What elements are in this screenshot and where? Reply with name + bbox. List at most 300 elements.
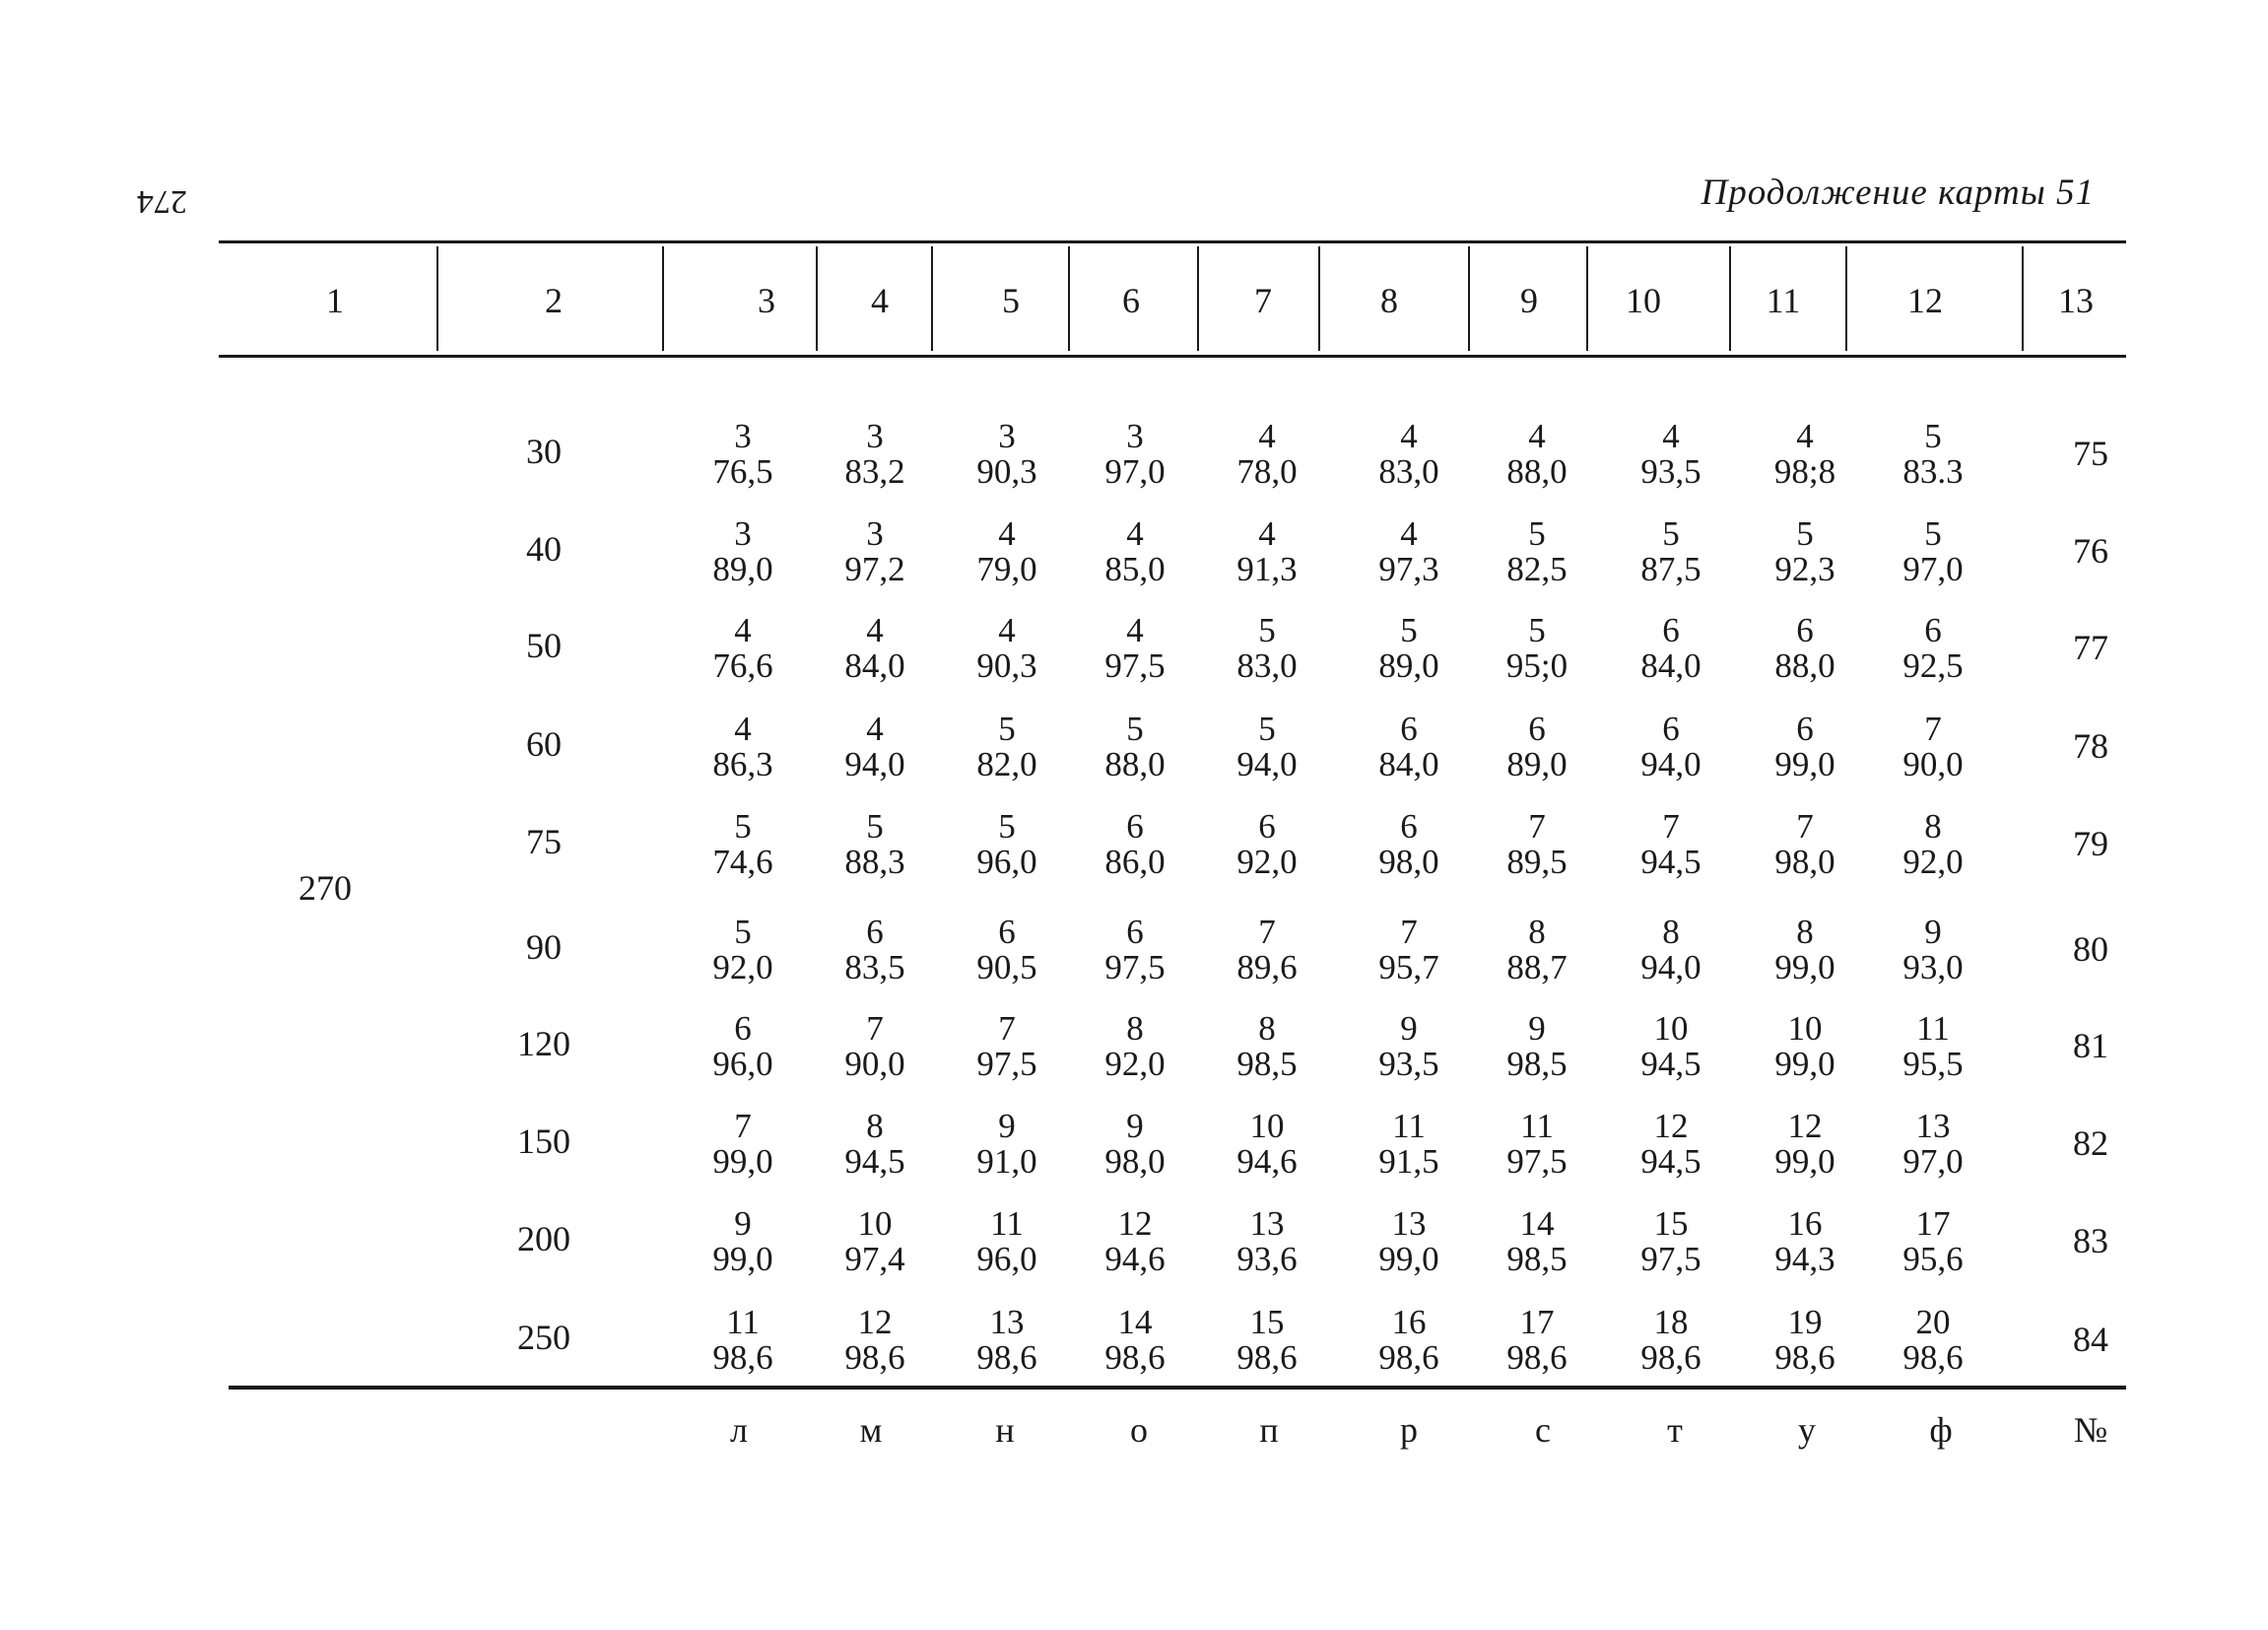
footer-letter: п	[1259, 1410, 1279, 1450]
table-cell	[712, 1011, 772, 1082]
cell-count: 20	[1915, 1303, 1951, 1341]
cell-value: 94,0	[1640, 745, 1701, 783]
cell-count: 6	[1796, 710, 1814, 748]
cell-value: 93,6	[1236, 1240, 1298, 1278]
cell-count: 3	[998, 417, 1016, 455]
table-cell	[1640, 419, 1701, 490]
column-divider	[662, 246, 664, 351]
table-cell	[1104, 419, 1165, 490]
cell-count: 5	[1796, 514, 1814, 553]
table-cell	[1378, 1109, 1438, 1180]
cell-count: 4	[998, 514, 1016, 553]
header-bottom-rule	[219, 355, 2126, 358]
cell-count: 3	[734, 417, 752, 455]
table-cell	[1506, 712, 1567, 782]
cell-value: 84,0	[844, 646, 905, 685]
table-cell	[712, 419, 772, 490]
cell-value: 93,5	[1640, 452, 1701, 491]
cell-value: 89,0	[1378, 646, 1439, 685]
cell-count: 4	[866, 710, 884, 748]
cell-count: 7	[1924, 710, 1942, 748]
table-cell	[844, 419, 904, 490]
table-cell	[712, 1109, 772, 1180]
table-cell	[1104, 613, 1165, 684]
cell-value: 87,5	[1640, 550, 1701, 588]
cell-count: 8	[1662, 913, 1680, 951]
cell-count: 11	[1916, 1009, 1950, 1048]
table-cell	[1378, 419, 1438, 490]
row-number: 75	[2073, 434, 2108, 473]
table-cell	[1506, 809, 1567, 880]
column-divider	[816, 246, 818, 351]
cell-value: 99,0	[712, 1240, 773, 1278]
row-label: 40	[526, 529, 562, 569]
row-number: 77	[2073, 628, 2108, 667]
cell-count: 5	[1924, 514, 1942, 553]
table-cell	[844, 1011, 904, 1082]
cell-count: 6	[1528, 710, 1546, 748]
table-cell	[1378, 1305, 1438, 1376]
cell-value: 99,0	[1378, 1240, 1439, 1278]
row-number: 80	[2073, 929, 2108, 969]
footer-letter: с	[1535, 1410, 1551, 1450]
cell-value: 86,3	[712, 745, 773, 783]
cell-count: 7	[1400, 913, 1418, 951]
table-cell	[1378, 712, 1438, 782]
cell-value: 91,3	[1236, 550, 1298, 588]
table-cell	[1774, 1011, 1834, 1082]
table-cell	[1506, 516, 1567, 587]
cell-count: 4	[1662, 417, 1680, 455]
cell-count: 14	[1519, 1204, 1555, 1243]
table-cell	[1236, 1206, 1297, 1277]
cell-value: 94,0	[1640, 948, 1701, 986]
cell-count: 12	[857, 1303, 893, 1341]
cell-value: 97,2	[844, 550, 905, 588]
cell-count: 6	[1924, 611, 1942, 649]
page-caption: Продолжение карты 51	[1701, 172, 2095, 213]
table-cell	[1104, 516, 1165, 587]
cell-count: 5	[1400, 611, 1418, 649]
cell-value: 86,0	[1104, 843, 1166, 881]
cell-value: 99,0	[712, 1142, 773, 1181]
table-cell	[1378, 516, 1438, 587]
table-cell	[1104, 809, 1165, 880]
cell-value: 94,5	[1640, 843, 1701, 881]
cell-value: 98,6	[1506, 1338, 1568, 1377]
cell-value: 92,0	[1902, 843, 1964, 881]
cell-count: 3	[866, 417, 884, 455]
header-cell: 12	[1907, 281, 1943, 320]
cell-count: 13	[1391, 1204, 1427, 1243]
cell-value: 98,6	[1378, 1338, 1439, 1377]
cell-count: 8	[1796, 913, 1814, 951]
column-divider	[931, 246, 933, 351]
cell-count: 11	[1520, 1107, 1554, 1145]
group-label: 270	[299, 868, 352, 908]
table-cell	[1774, 613, 1834, 684]
cell-count: 12	[1787, 1107, 1823, 1145]
cell-value: 89,6	[1236, 948, 1298, 986]
cell-count: 8	[1924, 807, 1942, 846]
cell-value: 92,3	[1774, 550, 1835, 588]
table-cell	[712, 516, 772, 587]
table-cell	[1236, 1305, 1297, 1376]
table-cell	[1236, 1109, 1297, 1180]
table-cell	[1640, 1305, 1701, 1376]
cell-value: 89,0	[712, 550, 773, 588]
cell-value: 97,0	[1902, 1142, 1964, 1181]
cell-count: 18	[1653, 1303, 1689, 1341]
cell-value: 89,5	[1506, 843, 1568, 881]
header-cell: 1	[326, 281, 344, 320]
cell-count: 16	[1391, 1303, 1427, 1341]
cell-count: 8	[1528, 913, 1546, 951]
cell-value: 94,0	[844, 745, 905, 783]
table-cell	[976, 613, 1036, 684]
table-cell	[844, 516, 904, 587]
column-divider	[1729, 246, 1731, 351]
cell-count: 17	[1915, 1204, 1951, 1243]
table-cell	[1506, 1305, 1567, 1376]
table-cell	[1378, 1206, 1438, 1277]
row-number: 84	[2073, 1320, 2108, 1359]
table-cell	[1236, 419, 1297, 490]
table-cell	[976, 1206, 1036, 1277]
table-cell	[1640, 915, 1701, 985]
header-cell: 2	[545, 281, 563, 320]
cell-value: 88,0	[1104, 745, 1166, 783]
table-cell	[1640, 1011, 1701, 1082]
header-cell: 4	[871, 281, 889, 320]
cell-count: 11	[990, 1204, 1024, 1243]
cell-value: 90,0	[844, 1045, 905, 1083]
cell-count: 6	[1126, 913, 1144, 951]
cell-count: 9	[734, 1204, 752, 1243]
cell-value: 82,5	[1506, 550, 1568, 588]
cell-value: 97,5	[1506, 1142, 1568, 1181]
cell-value: 76,5	[712, 452, 773, 491]
cell-count: 3	[734, 514, 752, 553]
column-divider	[1068, 246, 1070, 351]
table-cell	[1506, 915, 1567, 985]
footer-letter: н	[995, 1410, 1015, 1450]
column-divider	[1318, 246, 1320, 351]
table-cell	[1902, 712, 1963, 782]
cell-count: 5	[1258, 710, 1276, 748]
header-cell: 8	[1380, 281, 1398, 320]
table-cell	[1236, 809, 1297, 880]
footer-letter: р	[1400, 1410, 1418, 1450]
cell-count: 6	[1400, 807, 1418, 846]
row-label: 60	[526, 724, 562, 764]
table-cell	[1378, 809, 1438, 880]
cell-count: 19	[1787, 1303, 1823, 1341]
table-cell	[1506, 419, 1567, 490]
cell-value: 90,3	[976, 452, 1037, 491]
cell-value: 97,4	[844, 1240, 905, 1278]
cell-count: 7	[998, 1009, 1016, 1048]
cell-count: 4	[734, 710, 752, 748]
cell-count: 5	[1528, 514, 1546, 553]
column-divider	[2022, 246, 2024, 351]
cell-value: 99,0	[1774, 948, 1835, 986]
table-cell	[1902, 1109, 1963, 1180]
cell-value: 97,3	[1378, 550, 1439, 588]
cell-value: 98,5	[1506, 1240, 1568, 1278]
table-cell	[1236, 712, 1297, 782]
cell-count: 6	[1400, 710, 1418, 748]
table-cell	[1902, 1206, 1963, 1277]
cell-value: 97,0	[1104, 452, 1166, 491]
cell-value: 99,0	[1774, 1142, 1835, 1181]
cell-value: 98,6	[1774, 1338, 1835, 1377]
cell-value: 88,0	[1506, 452, 1568, 491]
cell-count: 14	[1117, 1303, 1153, 1341]
header-cell: 13	[2058, 281, 2094, 320]
cell-count: 8	[866, 1107, 884, 1145]
cell-value: 88,3	[844, 843, 905, 881]
footer-letter: у	[1798, 1410, 1816, 1450]
cell-count: 10	[857, 1204, 893, 1243]
table-cell	[1640, 516, 1701, 587]
table-cell	[1236, 516, 1297, 587]
table-cell	[1902, 809, 1963, 880]
table-cell	[712, 915, 772, 985]
row-label: 90	[526, 927, 562, 967]
cell-value: 79,0	[976, 550, 1037, 588]
table-cell	[1236, 613, 1297, 684]
table-cell	[844, 809, 904, 880]
table-cell	[1902, 419, 1963, 490]
cell-count: 5	[1662, 514, 1680, 553]
table-cell	[1378, 915, 1438, 985]
cell-count: 13	[1915, 1107, 1951, 1145]
table-cell	[1774, 915, 1834, 985]
table-cell	[1104, 1109, 1165, 1180]
cell-count: 4	[734, 611, 752, 649]
table-cell	[1378, 613, 1438, 684]
cell-value: 94,0	[1236, 745, 1298, 783]
table-cell	[1774, 516, 1834, 587]
cell-value: 88,7	[1506, 948, 1568, 986]
cell-count: 12	[1117, 1204, 1153, 1243]
table-cell	[1104, 1011, 1165, 1082]
cell-value: 82,0	[976, 745, 1037, 783]
cell-count: 6	[1662, 611, 1680, 649]
cell-value: 83.3	[1902, 452, 1964, 491]
cell-count: 8	[1126, 1009, 1144, 1048]
table-cell	[1902, 915, 1963, 985]
table-cell	[1236, 1011, 1297, 1082]
cell-count: 4	[1258, 417, 1276, 455]
table-cell	[976, 516, 1036, 587]
table-cell	[1640, 712, 1701, 782]
cell-count: 5	[1126, 710, 1144, 748]
cell-value: 83,0	[1378, 452, 1439, 491]
cell-count: 5	[734, 913, 752, 951]
table-cell	[1506, 1109, 1567, 1180]
cell-value: 90,3	[976, 646, 1037, 685]
cell-count: 11	[1392, 1107, 1426, 1145]
cell-value: 90,0	[1902, 745, 1964, 783]
cell-count: 4	[1528, 417, 1546, 455]
cell-value: 98,0	[1104, 1142, 1166, 1181]
cell-count: 10	[1787, 1009, 1823, 1048]
cell-value: 85,0	[1104, 550, 1166, 588]
cell-count: 16	[1787, 1204, 1823, 1243]
cell-count: 7	[1258, 913, 1276, 951]
cell-count: 5	[1924, 417, 1942, 455]
table-cell	[712, 613, 772, 684]
header-cell: 11	[1766, 281, 1801, 320]
footer-letter: л	[730, 1410, 748, 1450]
header-cell: 6	[1122, 281, 1140, 320]
cell-value: 76,6	[712, 646, 773, 685]
footer-letter: м	[859, 1410, 883, 1450]
row-label: 200	[517, 1219, 570, 1258]
cell-count: 6	[1662, 710, 1680, 748]
table-cell	[1506, 1011, 1567, 1082]
page-number: 274	[137, 183, 187, 220]
table-cell	[1774, 1109, 1834, 1180]
row-label: 250	[517, 1318, 570, 1357]
cell-value: 99,0	[1774, 1045, 1835, 1083]
table-cell	[712, 1206, 772, 1277]
cell-count: 5	[734, 807, 752, 846]
table-cell	[712, 809, 772, 880]
column-divider	[1845, 246, 1847, 351]
cell-value: 91,0	[976, 1142, 1037, 1181]
row-number: 76	[2073, 531, 2108, 571]
table-cell	[976, 1305, 1036, 1376]
cell-value: 91,5	[1378, 1142, 1439, 1181]
table-cell	[976, 712, 1036, 782]
cell-count: 9	[1400, 1009, 1418, 1048]
cell-count: 5	[998, 710, 1016, 748]
cell-value: 84,0	[1378, 745, 1439, 783]
footer-letter: ф	[1929, 1410, 1953, 1450]
cell-value: 97,0	[1902, 550, 1964, 588]
table-cell	[1506, 613, 1568, 684]
cell-count: 4	[1796, 417, 1814, 455]
cell-count: 9	[998, 1107, 1016, 1145]
cell-value: 94,5	[1640, 1045, 1701, 1083]
cell-value: 83,5	[844, 948, 905, 986]
table-cell	[1774, 712, 1834, 782]
cell-value: 83,2	[844, 452, 905, 491]
cell-value: 93,5	[1378, 1045, 1439, 1083]
cell-count: 9	[1924, 913, 1942, 951]
cell-count: 5	[998, 807, 1016, 846]
cell-value: 95,6	[1902, 1240, 1964, 1278]
header-cell: 7	[1254, 281, 1272, 320]
cell-count: 6	[734, 1009, 752, 1048]
table-cell	[1506, 1206, 1567, 1277]
header-cell: 5	[1002, 281, 1020, 320]
table-cell	[1774, 419, 1835, 490]
header-cell: 9	[1520, 281, 1538, 320]
cell-value: 96,0	[712, 1045, 773, 1083]
cell-count: 6	[1796, 611, 1814, 649]
cell-value: 99,0	[1774, 745, 1835, 783]
row-number: 78	[2073, 726, 2108, 766]
cell-value: 92,0	[1104, 1045, 1166, 1083]
cell-count: 17	[1519, 1303, 1555, 1341]
column-divider	[436, 246, 438, 351]
cell-count: 9	[1126, 1107, 1144, 1145]
cell-count: 15	[1653, 1204, 1689, 1243]
footer-letter: о	[1130, 1410, 1148, 1450]
cell-count: 4	[866, 611, 884, 649]
table-cell	[844, 915, 904, 985]
table-cell	[1640, 1109, 1701, 1180]
cell-count: 7	[866, 1009, 884, 1048]
cell-count: 13	[1249, 1204, 1285, 1243]
cell-count: 9	[1528, 1009, 1546, 1048]
cell-count: 7	[734, 1107, 752, 1145]
table-cell	[1104, 915, 1165, 985]
table-cell	[1640, 613, 1701, 684]
table-cell	[976, 1011, 1036, 1082]
table-cell	[976, 809, 1036, 880]
table-cell	[1902, 1011, 1963, 1082]
table-cell	[1774, 1206, 1834, 1277]
column-divider	[1586, 246, 1588, 351]
table-cell	[1902, 1305, 1963, 1376]
cell-value: 84,0	[1640, 646, 1701, 685]
cell-value: 95;0	[1505, 646, 1568, 685]
row-label: 120	[517, 1024, 570, 1063]
cell-value: 97,5	[976, 1045, 1037, 1083]
cell-count: 3	[1126, 417, 1144, 455]
row-label: 150	[517, 1121, 570, 1161]
cell-count: 6	[998, 913, 1016, 951]
cell-count: 4	[1400, 417, 1418, 455]
table-cell	[1902, 613, 1963, 684]
cell-value: 83,0	[1236, 646, 1298, 685]
cell-value: 97,5	[1104, 948, 1166, 986]
cell-count: 6	[866, 913, 884, 951]
footer-letter: т	[1667, 1410, 1683, 1450]
cell-value: 94,5	[1640, 1142, 1701, 1181]
table-cell	[976, 1109, 1036, 1180]
table-cell	[1236, 915, 1297, 985]
table-cell	[844, 1109, 904, 1180]
table-cell	[844, 1206, 904, 1277]
cell-count: 6	[1126, 807, 1144, 846]
cell-value: 74,6	[712, 843, 773, 881]
cell-value: 93,0	[1902, 948, 1964, 986]
row-number: 82	[2073, 1123, 2108, 1163]
table-cell	[976, 915, 1036, 985]
cell-value: 98,6	[1104, 1338, 1166, 1377]
cell-count: 10	[1653, 1009, 1689, 1048]
cell-value: 92,5	[1902, 646, 1964, 685]
cell-value: 98,6	[1236, 1338, 1298, 1377]
cell-count: 13	[989, 1303, 1025, 1341]
row-label: 75	[526, 822, 562, 861]
table-cell	[1902, 516, 1963, 587]
cell-value: 95,7	[1378, 948, 1439, 986]
cell-value: 90,5	[976, 948, 1037, 986]
cell-value: 89,0	[1506, 745, 1568, 783]
table-cell	[1640, 1206, 1701, 1277]
cell-count: 11	[726, 1303, 760, 1341]
cell-count: 4	[1126, 514, 1144, 553]
row-label: 30	[526, 432, 562, 471]
header-cell: 10	[1626, 281, 1661, 320]
